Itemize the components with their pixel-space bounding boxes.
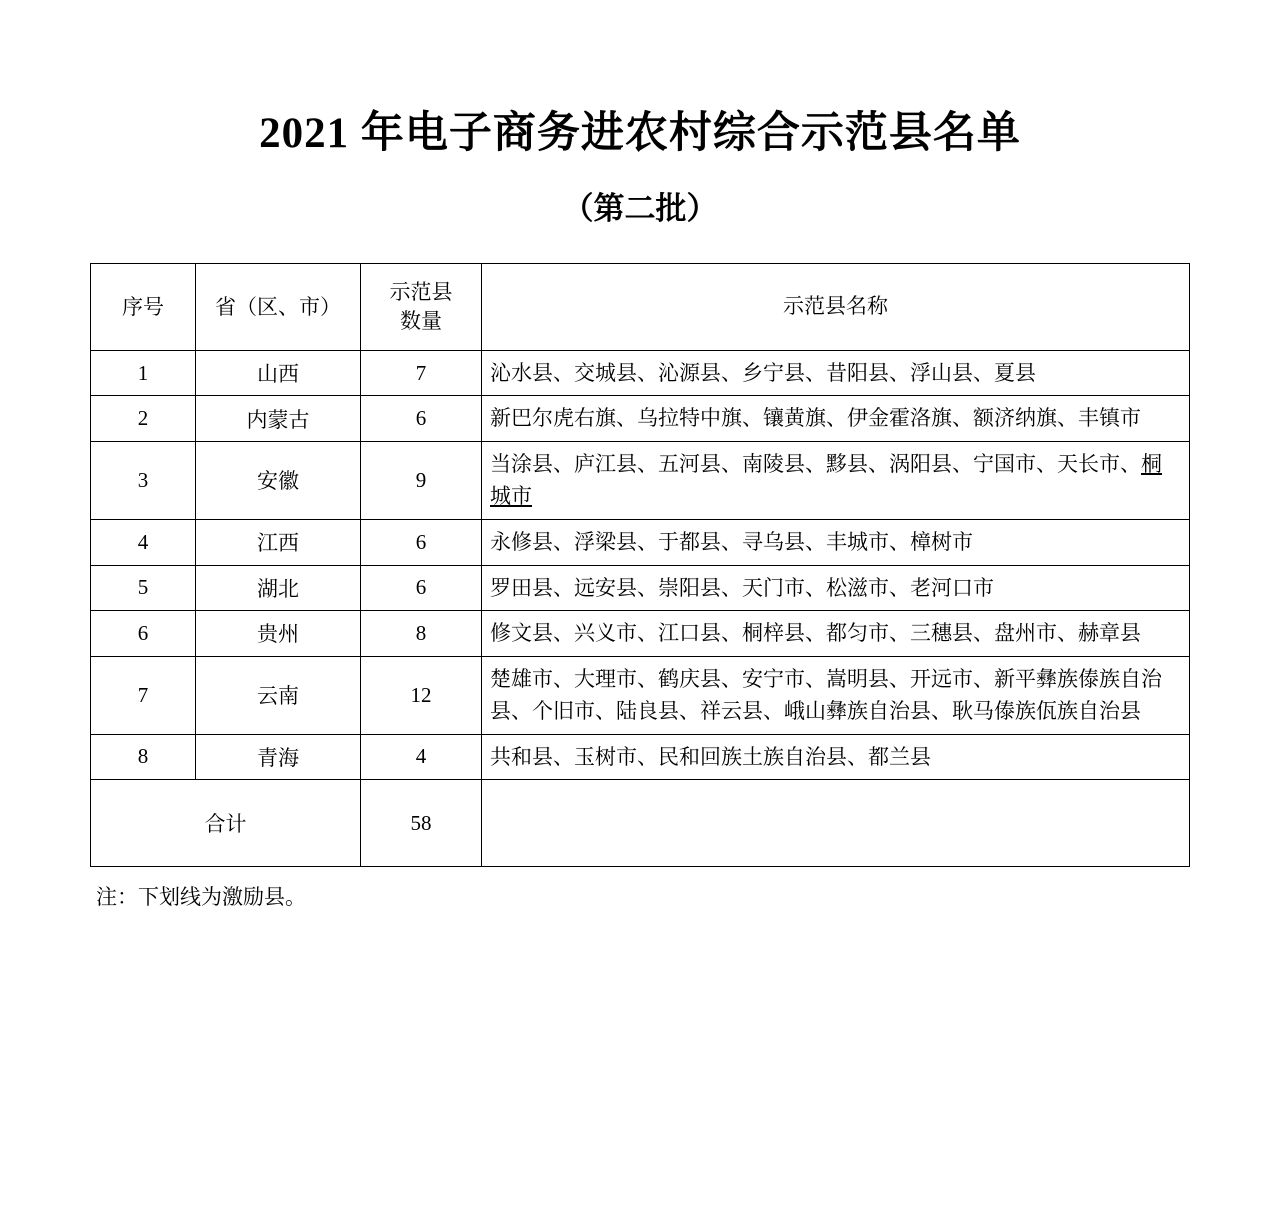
table-row [91,519,1190,565]
demonstration-county-table [90,263,1190,867]
cell-count: 7 [361,350,482,396]
table-row [91,611,1190,657]
cell-no: 2 [91,396,196,442]
cell-province: 湖北 [196,565,361,611]
cell-no: 1 [91,350,196,396]
cell-names: 沁水县、交城县、沁源县、乡宁县、昔阳县、浮山县、夏县 [482,350,1190,396]
table-head [91,263,1190,350]
cell-no: 3 [91,441,196,519]
table-row [91,565,1190,611]
cell-province: 贵州 [196,611,361,657]
column-header-count [361,263,482,350]
cell-names [482,441,1190,519]
table-body [91,350,1190,866]
column-header-count-line2: 数量 [400,308,442,333]
cell-total-count: 58 [361,780,482,867]
table-row [91,350,1190,396]
cell-count: 6 [361,396,482,442]
cell-province: 青海 [196,734,361,780]
table-row [91,734,1190,780]
cell-names: 修文县、兴义市、江口县、桐梓县、都匀市、三穗县、盘州市、赫章县 [482,611,1190,657]
column-header-names: 示范县名称 [482,263,1190,350]
cell-no: 7 [91,656,196,734]
cell-province: 云南 [196,656,361,734]
table-row [91,656,1190,734]
page-title: 2021 年电子商务进农村综合示范县名单 [259,110,1021,157]
cell-names: 新巴尔虎右旗、乌拉特中旗、镶黄旗、伊金霍洛旗、额济纳旗、丰镇市 [482,396,1190,442]
table-header-row [91,263,1190,350]
cell-no: 6 [91,611,196,657]
column-header-no: 序号 [91,263,196,350]
cell-names-text: 当涂县、庐江县、五河县、南陵县、黟县、涡阳县、宁国市、天长市、 [490,451,1141,476]
cell-names: 共和县、玉树市、民和回族土族自治县、都兰县 [482,734,1190,780]
cell-names-underlined: 桐城市 [490,451,1162,509]
cell-total-label: 合计 [91,780,361,867]
cell-count: 4 [361,734,482,780]
cell-total-names [482,780,1190,867]
page-subtitle: （第二批） [562,190,718,226]
cell-province: 江西 [196,519,361,565]
cell-province: 内蒙古 [196,396,361,442]
table-container [90,263,1190,867]
cell-names: 罗田县、远安县、崇阳县、天门市、松滋市、老河口市 [482,565,1190,611]
column-header-count-line1: 示范县 [389,280,453,305]
cell-names: 永修县、浮梁县、于都县、寻乌县、丰城市、樟树市 [482,519,1190,565]
cell-no: 8 [91,734,196,780]
table-row [91,396,1190,442]
document-page [0,108,1280,1223]
cell-province: 山西 [196,350,361,396]
cell-count: 8 [361,611,482,657]
cell-count: 6 [361,565,482,611]
cell-province: 安徽 [196,441,361,519]
table-note: 注：下划线为激励县。 [96,885,306,910]
table-total-row [91,780,1190,867]
cell-count: 9 [361,441,482,519]
cell-no: 4 [91,519,196,565]
cell-count: 6 [361,519,482,565]
cell-names: 楚雄市、大理市、鹤庆县、安宁市、嵩明县、开远市、新平彝族傣族自治县、个旧市、陆良县、祥云县、峨山彝族自治县、耿马傣族佤族自治县 [482,656,1190,734]
cell-no: 5 [91,565,196,611]
table-row [91,441,1190,519]
cell-count: 12 [361,656,482,734]
column-header-province: 省（区、市） [196,263,361,350]
